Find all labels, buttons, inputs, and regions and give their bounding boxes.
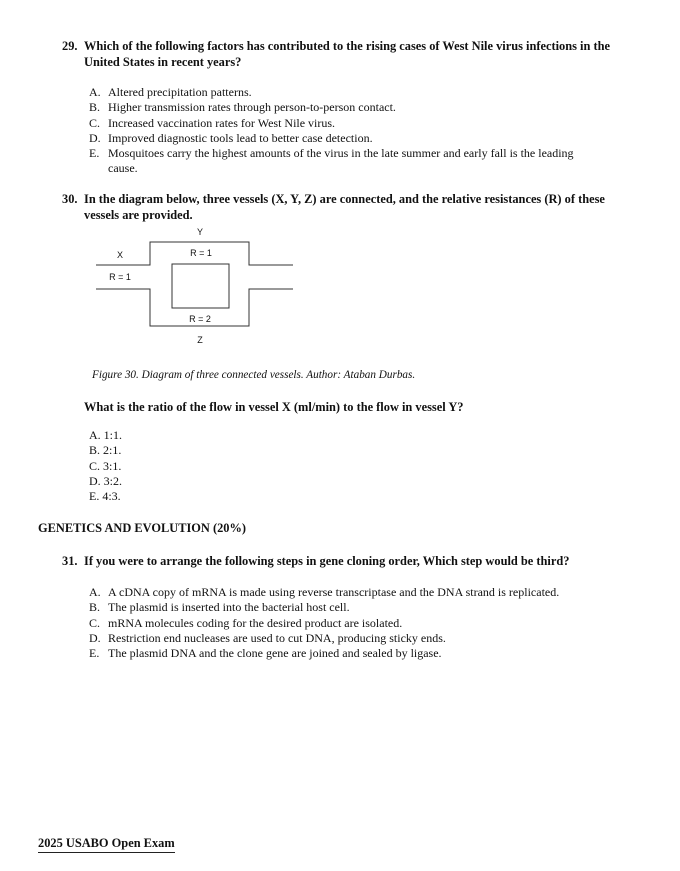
option-letter: B. (89, 100, 101, 115)
option-e (89, 646, 609, 661)
option-letter: D. (89, 130, 101, 145)
option-c (89, 116, 609, 131)
option-a (89, 85, 609, 100)
answer-options-30 (89, 428, 122, 504)
question-29 (62, 39, 632, 70)
option-letter: D. (89, 630, 101, 645)
label-x: X (116, 250, 124, 260)
option-text: The plasmid is inserted into the bacterial host cell. (108, 600, 350, 615)
option-letter: E. (89, 146, 100, 161)
question-31 (62, 554, 642, 570)
section-heading: GENETICS AND EVOLUTION (20%) (38, 521, 247, 535)
inner-block (172, 264, 229, 308)
option-d (89, 131, 609, 146)
option-text: Increased vaccination rates for West Nile virus. (108, 115, 336, 130)
option-b (89, 600, 609, 615)
option-letter: B. (89, 600, 101, 615)
option-letter: A. (89, 85, 101, 99)
option-a (89, 585, 578, 600)
resistance-x: R = 1 (109, 272, 131, 282)
option-text: Higher transmission rates through person-to-person contact. (108, 100, 396, 115)
option-b (89, 100, 609, 115)
option-d: D. 3:2. (89, 473, 122, 488)
option-c: C. 3:1. (89, 458, 122, 473)
question-text: Which of the following factors has contributed to the rising cases of West Nile virus infections in the United States in recent years? (84, 39, 611, 69)
answer-options-29 (89, 85, 609, 177)
option-text: Restriction end nucleases are used to cut DNA, producing sticky ends. (108, 630, 446, 645)
option-text: Altered precipitation patterns. (108, 85, 252, 99)
option-letter: A. (89, 585, 101, 599)
option-letter: E. (89, 646, 100, 661)
question-30 (62, 192, 628, 223)
option-text: mRNA molecules coding for the desired product are isolated. (108, 615, 403, 630)
resistance-y: R = 1 (190, 248, 212, 258)
answer-options-31 (89, 585, 609, 661)
exam-footer: 2025 USABO Open Exam (38, 836, 175, 853)
option-text: A cDNA copy of mRNA is made using reverse transcriptase and the DNA strand is replicated. (108, 585, 560, 599)
resistance-z: R = 2 (189, 314, 211, 324)
option-a: A. 1:1. (89, 428, 122, 442)
option-text: Mosquitoes carry the highest amounts of the virus in the late summer and early fall is the leading cause. (108, 146, 574, 176)
vessel-diagram (0, 220, 680, 350)
option-e (89, 146, 588, 177)
option-b: B. 2:1. (89, 443, 122, 458)
question-number: 30. (62, 192, 78, 206)
option-text: The plasmid DNA and the clone gene are joined and sealed by ligase. (108, 646, 442, 661)
option-letter: C. (89, 115, 101, 130)
question-text: In the diagram below, three vessels (X, Y, Z) are connected, and the relative resistances (R) of these vessels are provided. (84, 192, 605, 222)
question-number: 31. (62, 554, 78, 568)
label-y: Y (196, 227, 204, 237)
label-z: Z (197, 335, 203, 345)
sub-question: What is the ratio of the flow in vessel X (ml/min) to the flow in vessel Y? (84, 400, 464, 414)
question-text: If you were to arrange the following steps in gene cloning order, Which step would be third? (84, 554, 570, 568)
question-number: 29. (62, 39, 78, 53)
option-e: E. 4:3. (89, 489, 121, 504)
option-letter: C. (89, 615, 101, 630)
option-text: Improved diagnostic tools lead to better case detection. (108, 130, 373, 145)
figure-caption: Figure 30. Diagram of three connected vessels. Author: Ataban Durbas. (92, 369, 416, 381)
option-d (89, 631, 609, 646)
option-c (89, 616, 609, 631)
